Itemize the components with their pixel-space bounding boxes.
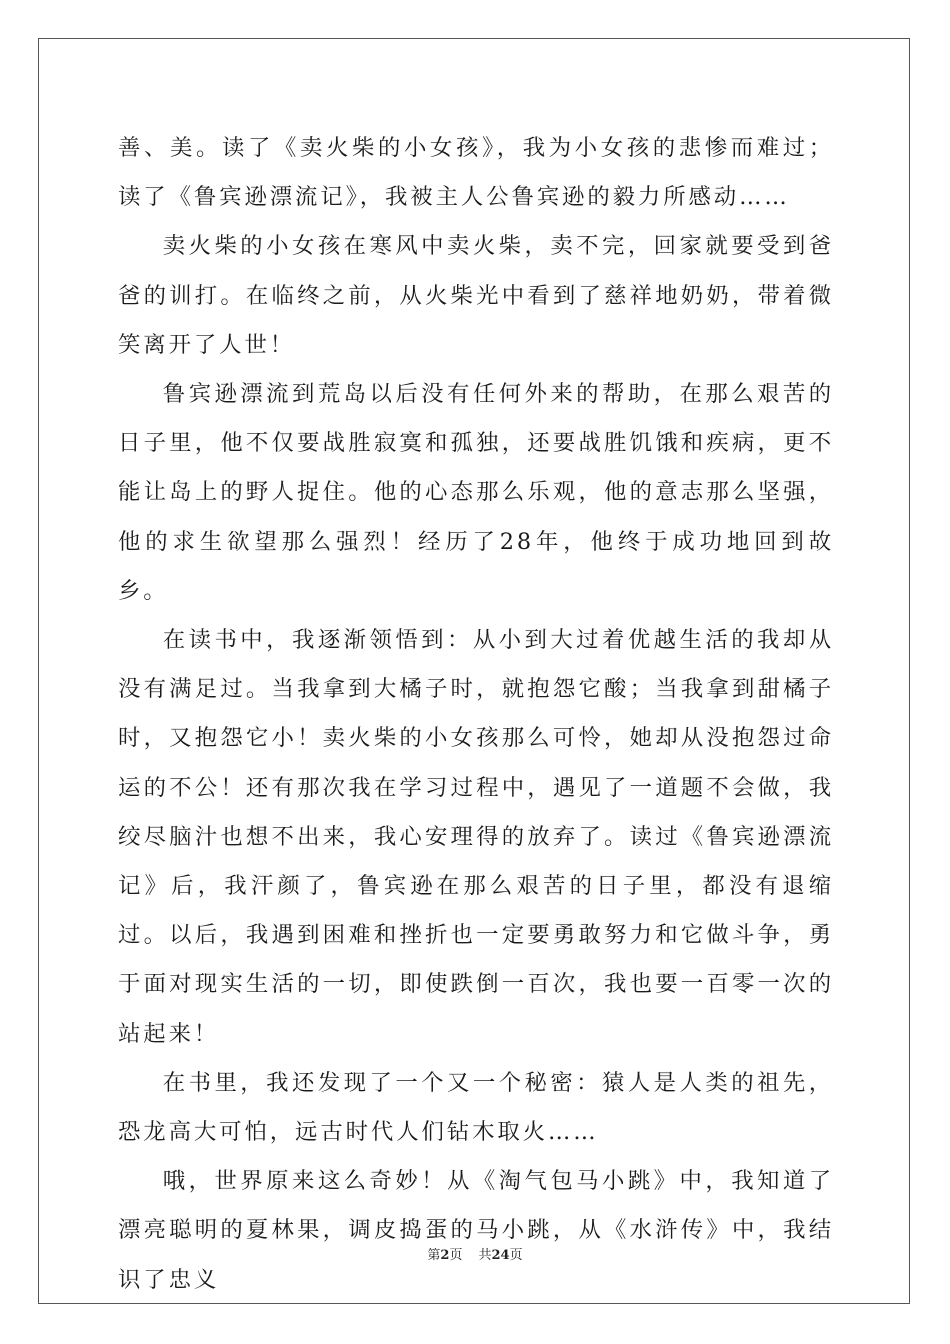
paragraph-6: 哦，世界原来这么奇妙！从《淘气包马小跳》中，我知道了漂亮聪明的夏林果，调皮捣蛋的马小跳，从《水浒传》中，我结识了忠义 — [118, 1168, 834, 1293]
page-suffix: 页 — [449, 1248, 463, 1263]
total-prefix: 共 — [478, 1248, 492, 1263]
page-prefix: 第 — [427, 1248, 441, 1263]
paragraph-2: 卖火柴的小女孩在寒风中卖火柴，卖不完，回家就要受到爸爸的训打。在临终之前，从火柴光中看到了慈祥地奶奶，带着微笑离开了人世！ — [118, 233, 834, 358]
paragraph-5: 在书里，我还发现了一个又一个秘密：猿人是人类的祖先，恐龙高大可怕，远古时代人们钻木取火…… — [118, 1069, 834, 1146]
paragraph-3: 鲁宾逊漂流到荒岛以后没有任何外来的帮助，在那么艰苦的日子里，他不仅要战胜寂寞和孤独，还要战胜饥饿和疾病，更不能让岛上的野人捉住。他的心态那么乐观，他的意志那么坚强，他的求生欲望那么强烈！经历了28年，他终于成功地回到故乡。 — [118, 381, 834, 604]
page-footer — [0, 1244, 950, 1263]
total-suffix: 页 — [509, 1248, 523, 1263]
document-body — [118, 124, 834, 1305]
paragraph-1: 善、美。读了《卖火柴的小女孩》，我为小女孩的悲惨而难过；读了《鲁宾逊漂流记》，我被主人公鲁宾逊的毅力所感动…… — [118, 135, 834, 211]
page-number: 2 — [440, 1248, 450, 1263]
total-pages: 24 — [491, 1248, 510, 1263]
paragraph-4: 在读书中，我逐渐领悟到：从小到大过着优越生活的我却从没有满足过。当我拿到大橘子时，就抱怨它酸；当我拿到甜橘子时，又抱怨它小！卖火柴的小女孩那么可怜，她却从没抱怨过命运的不公！还有那次我在学习过程中，遇见了一道题不会做，我绞尽脑汁也想不出来，我心安理得的放弃了。读过《鲁宾逊漂流记》后，我汗颜了，鲁宾逊在那么艰苦的日子里，都没有退缩过。以后，我遇到困难和挫折也一定要勇敢努力和它做斗争，勇于面对现实生活的一切，即使跌倒一百次，我也要一百零一次的站起来！ — [118, 627, 834, 1047]
